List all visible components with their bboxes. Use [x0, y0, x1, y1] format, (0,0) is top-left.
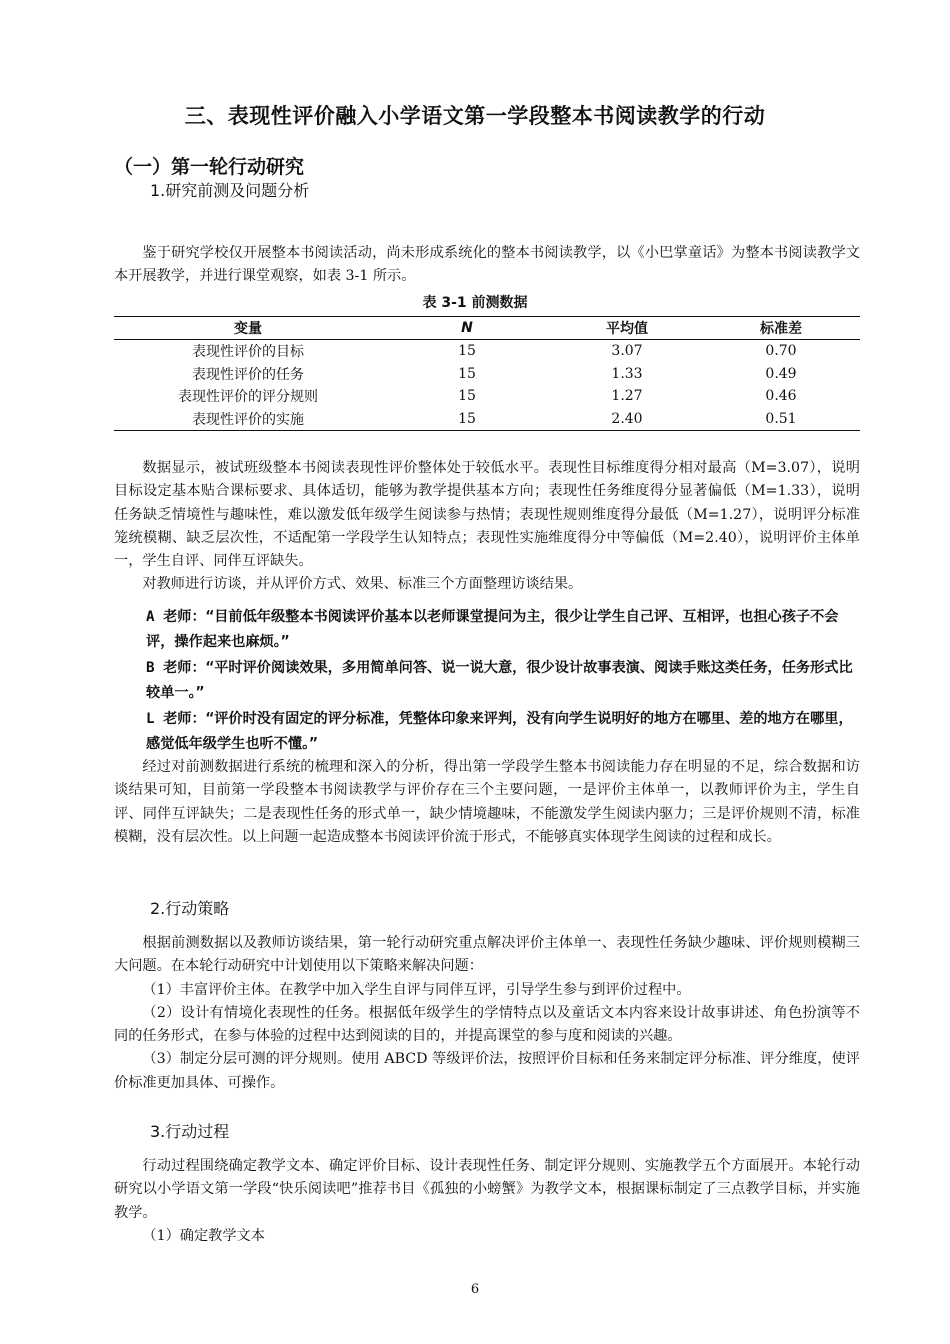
cell-variable: 表现性评价的评分规则 [178, 389, 318, 406]
table-row [114, 340, 860, 363]
cell-sd: 0.46 [765, 388, 797, 405]
quote-teacher-b: B 老师：“平时评价阅读效果，多用简单问答、说一说大意，很少设计故事表演、阅读手账这类任务，任务形式比较单一。” [146, 660, 853, 701]
cell-sd: 0.70 [765, 343, 797, 360]
process-item: （1）确定教学文本 [142, 1227, 265, 1244]
header-sd: 标准差 [702, 317, 860, 340]
strategy-item: （3）制定分层可测的评分规则。使用 ABCD 等级评价法，按照评价目标和任务来制定评分标准、评分维度，使评价标准更加具体、可操作。 [114, 1051, 860, 1091]
page-number: 6 [470, 1282, 480, 1297]
section-heading: （一）第一轮行动研究 [114, 156, 305, 178]
analysis-paragraph: 数据显示，被试班级整本书阅读表现性评价整体处于较低水平。表现性目标维度得分相对最高（M=3.07），说明目标设定基本贴合课标要求、具体适切，能够为教学提供基本方向；表现性任务维度得分显著偏低（M=1.33），说明任务缺乏情境性与趣味性，难以激发低年级学生阅读参与热情；表现性规则维度得分最低（M=1.27），说明评分标准笼统模糊、缺乏层次性，不适配第一学段学生认知特点；表现性实施维度得分中等偏低（M=2.40），说明评价主体单一，学生自评、同伴互评缺失。 [114, 460, 860, 570]
header-mean: 平均值 [552, 317, 702, 340]
teacher-quotes [146, 605, 860, 758]
table-row [114, 385, 860, 408]
process-paragraph: 行动过程围绕确定教学文本、确定评价目标、设计表现性任务、制定评分规则、实施教学五个方面展开。本轮行动研究以小学语文第一学段“快乐阅读吧”推荐书目《孤独的小螃蟹》为教学文本，根据课标制定了三点教学目标，并实施教学。 [114, 1158, 860, 1221]
strategy-item: （1）丰富评价主体。在教学中加入学生自评与同伴互评，引导学生参与到评价过程中。 [142, 981, 691, 998]
strategy-intro: 根据前测数据以及教师访谈结果，第一轮行动研究重点解决评价主体单一、表现性任务缺少趣味、评价规则模糊三大问题。在本轮行动研究中计划使用以下策略来解决问题： [114, 935, 860, 975]
intro-text: 鉴于研究学校仅开展整本书阅读活动，尚未形成系统化的整本书阅读教学，以《小巴掌童话》为整本书阅读教学文本开展教学，并进行课堂观察，如表 3-1 所示。 [114, 245, 860, 285]
cell-n: 15 [458, 410, 476, 427]
strategy-section [114, 932, 860, 1095]
table-row [114, 408, 860, 431]
cell-mean: 1.33 [611, 365, 643, 382]
process-section [114, 1155, 860, 1248]
subsection-heading-2: 2.行动策略 [150, 899, 230, 918]
cell-n: 15 [458, 388, 476, 405]
intro-paragraph [114, 242, 860, 289]
cell-mean: 2.40 [611, 410, 643, 427]
cell-n: 15 [458, 343, 476, 360]
strategy-item: （2）设计有情境化表现性的任务。根据低年级学生的学情特点以及童话文本内容来设计故事讲述、角色扮演等不同的任务形式，在参与体验的过程中达到阅读的目的，并提高课堂的参与度和阅读的兴趣。 [114, 1004, 860, 1045]
table-header-row [114, 317, 860, 340]
summary-paragraph: 经过对前测数据进行系统的梳理和深入的分析，得出第一学段学生整本书阅读能力存在明显的不足，综合数据和访谈结果可知，目前第一学段整本书阅读教学与评价存在三个主要问题，一是评价主体单一，以教师评价为主，学生自评、同伴互评缺失；二是表现性任务的形式单一，缺少情境趣味，不能激发学生阅读内驱力；三是评价规则不清，标准模糊，没有层次性。以上问题一起造成整本书阅读评价流于形式，不能够真实体现学生阅读的过程和成长。 [114, 759, 860, 845]
subsection-heading-3: 3.行动过程 [150, 1122, 230, 1141]
subsection-heading-1: 1.研究前测及问题分析 [150, 181, 310, 200]
chapter-title: 三、表现性评价融入小学语文第一学段整本书阅读教学的行动 [184, 104, 766, 128]
quote-teacher-a: A 老师：“目前低年级整本书阅读评价基本以老师课堂提问为主，很少让学生自己评、互相评，也担心孩子不会评，操作起来也麻烦。” [146, 609, 839, 650]
quote-teacher-l: L 老师：“评价时没有固定的评分标准，凭整体印象来评判，没有向学生说明好的地方在哪里、差的地方在哪里，感觉低年级学生也听不懂。” [146, 711, 853, 752]
analysis-section [114, 457, 860, 597]
header-variable: 变量 [114, 317, 382, 340]
interview-paragraph: 对教师进行访谈，并从评价方式、效果、标准三个方面整理访谈结果。 [142, 576, 583, 593]
table-row [114, 363, 860, 386]
cell-sd: 0.49 [765, 365, 797, 382]
header-n: N [382, 317, 552, 340]
cell-variable: 表现性评价的目标 [192, 344, 304, 361]
cell-mean: 1.27 [611, 388, 643, 405]
pretest-table [114, 316, 860, 431]
summary-section [114, 756, 860, 849]
cell-variable: 表现性评价的实施 [192, 411, 304, 428]
cell-variable: 表现性评价的任务 [192, 366, 304, 383]
table-caption: 表 3-1 前测数据 [422, 295, 528, 311]
cell-mean: 3.07 [611, 343, 643, 360]
cell-sd: 0.51 [765, 410, 797, 427]
cell-n: 15 [458, 365, 476, 382]
